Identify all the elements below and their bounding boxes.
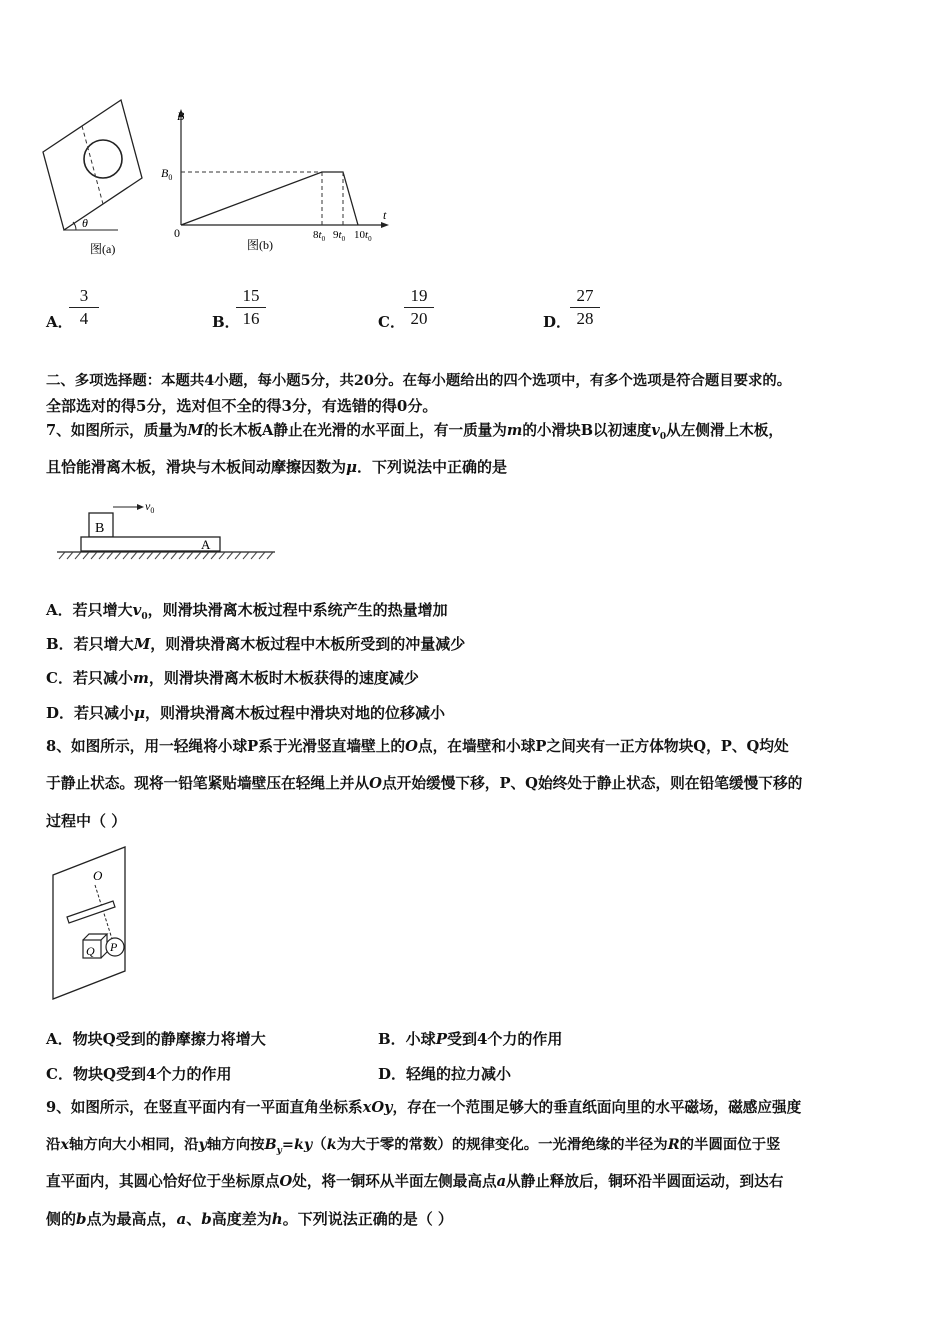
q8-stem-line3: 过程中（ ） [46,812,127,830]
q7-option-d: D．若只减小μ，则滑块滑离木板过程中滑块对地的位移减小 [46,704,446,722]
board-a [81,537,220,551]
q8-option-c: C．物块Q受到4个力的作用 [46,1065,232,1083]
pencil [67,901,115,923]
theta-label: θ [82,216,88,230]
q6-option-c [378,311,405,332]
b-curve [181,172,358,225]
q8-option-d: D．轻绳的拉力减小 [378,1065,512,1083]
velocity-label: $v_0$ [145,499,155,515]
denominator: 20 [410,309,428,328]
q9-stem-line3: 直平面内，其圆心恰好位于坐标原点O处，将一铜环从半面左侧最高点a从静止释放后，铜环沿半圆面运动，到达右 [46,1173,784,1190]
tick-8t0: $8t_0$ [313,229,326,243]
q9-stem-line2: 沿x轴方向大小相同，沿y轴方向按$B_y=ky(k$为大于零的常数）的规律变化。一光滑绝缘的半径为R的半圆面位于竖 [46,1136,781,1156]
q7-figure [55,495,280,565]
ball-p-label: P [110,940,118,954]
option-label: C． [378,313,405,331]
velocity-arrowhead [137,504,144,510]
denominator: 16 [242,309,260,328]
section2-heading-line2: 全部选对的得5分，选对但不全的得3分，有选错的得0分。 [46,397,438,415]
block-q-label: Q [86,944,95,958]
y-axis-label: B [177,109,185,123]
block-b-label: B [95,521,105,536]
fig-a-caption: 图(a) [90,242,116,256]
tick-9t0: $9t_0$ [333,229,346,243]
numerator: 19 [410,286,428,305]
denominator: 4 [79,309,89,328]
option-label: D． [543,313,572,331]
option-label: A． [46,313,73,331]
section2-heading-line1: 二、多项选择题：本题共4小题，每小题5分，共20分。在每小题给出的四个选项中，有多个选项是符合题目要求的。 [46,372,792,389]
t-axis-label: t [383,208,387,222]
q7-option-b: B．若只增大M，则滑块滑离木板过程中木板所受到的冲量减少 [46,635,466,653]
q6-option-d-fraction [570,286,600,329]
figure-b [160,105,400,255]
q7-stem-line2: 且恰能滑离木板，滑块与木板间动摩擦因数为μ．下列说法中正确的是 [46,458,508,476]
q7-option-a: A．若只增大$v_0$，则滑块滑离木板过程中系统产生的热量增加 [46,601,448,622]
b0-label: $B_0$ [161,166,173,182]
q8-stem-line1: 8、如图所示，用一轻绳将小球P系于光滑竖直墙壁上的O点，在墙壁和小球P之间夹有一正方体物块Q，P、Q均处 [46,738,789,755]
numerator: 27 [576,286,594,305]
point-o-label: O [93,868,103,883]
q8-option-b: B．小球P受到4个力的作用 [378,1030,563,1048]
inclined-plate [43,100,142,230]
wall [53,847,125,999]
q9-stem-line1: 9、如图所示，在竖直平面内有一平面直角坐标系xOy，存在一个范围足够大的垂直纸面向里的水平磁场，磁感应强度 [46,1099,802,1116]
floor-hatching [59,552,273,559]
q6-option-b-fraction [236,286,266,329]
angle-arc [73,222,76,230]
q8-figure [45,845,135,1005]
tick-10t0: $10t_0$ [354,229,372,243]
q6-option-a-fraction [69,286,99,329]
q7-option-c: C．若只减小m，则滑块滑离木板时木板获得的速度减少 [46,669,419,687]
fig-b-caption: 图(b) [247,238,273,252]
numerator: 3 [79,286,89,305]
block-q-top [83,934,107,940]
x-axis-arrow [381,222,389,228]
q6-option-c-fraction [404,286,434,329]
q7-stem-line1: 7、如图所示，质量为M的长木板A静止在光滑的水平面上，有一质量为m的小滑块B以初速度$v_0$从左侧滑上木板， [46,422,783,442]
denominator: 28 [576,309,594,328]
loop-circle [84,140,122,178]
q6-option-d [543,311,571,332]
figure-a [40,95,160,260]
board-a-label: A [201,537,211,552]
q9-stem-line4: 侧的b点为最高点，a、b高度差为h。下列说法正确的是（ ） [46,1210,453,1228]
q8-stem-line2: 于静止状态。现将一铅笔紧贴墙壁压在轻绳上并从O点开始缓慢下移，P、Q始终处于静止状态，则在铅笔缓慢下移的 [46,775,803,792]
numerator: 15 [242,286,260,305]
option-label: B． [212,313,240,331]
q8-option-a: A．物块Q受到的静摩擦力将增大 [46,1030,266,1048]
origin-label: 0 [174,226,180,240]
